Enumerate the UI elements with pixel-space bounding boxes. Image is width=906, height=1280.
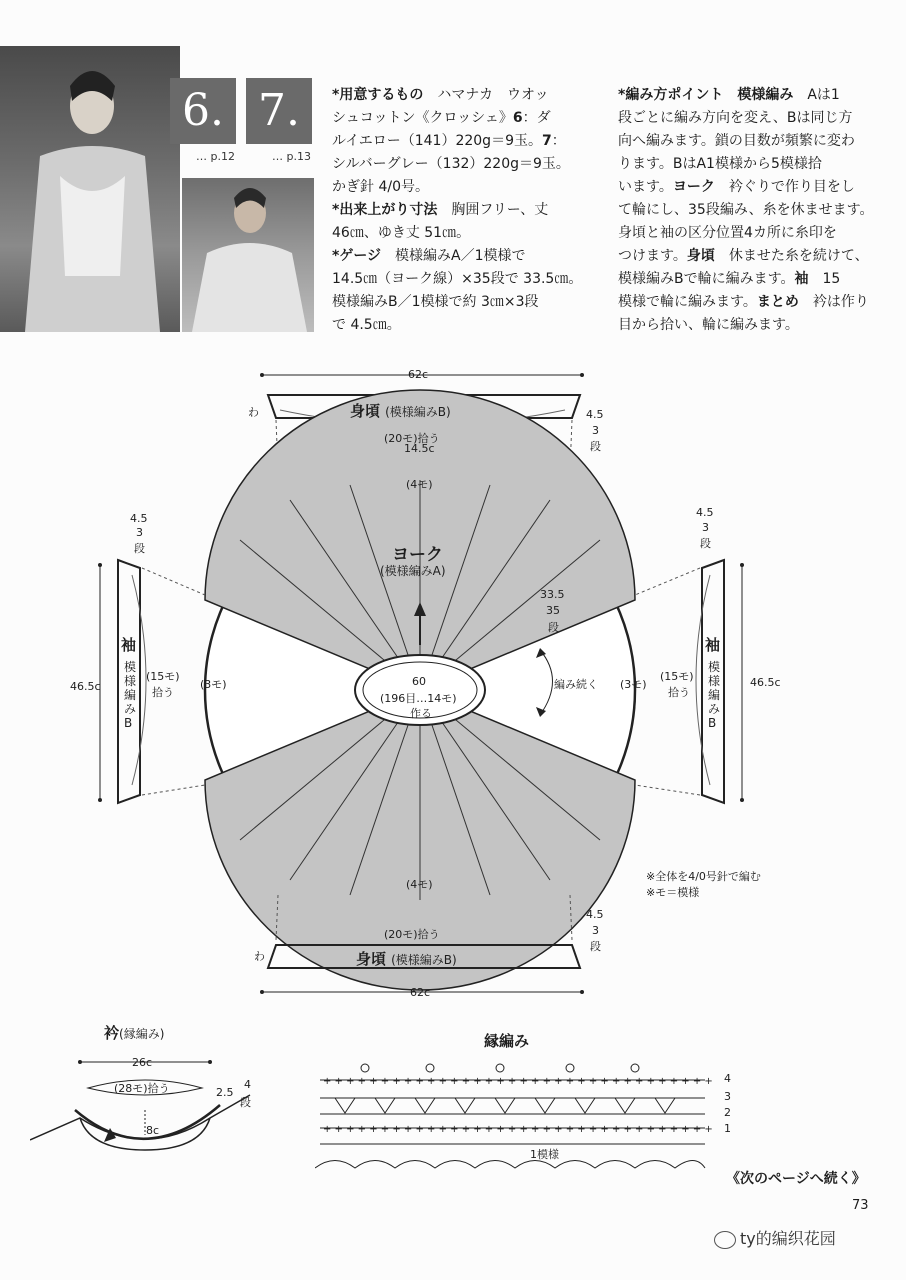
yoke-top-width: 14.5c: [404, 442, 435, 455]
collar-depth: 8c: [146, 1124, 160, 1137]
collar-title: 衿(縁編み): [104, 1024, 165, 1042]
collar-25: 2.5: [216, 1086, 234, 1099]
right-sleeve-pick-b: 拾う: [668, 686, 690, 699]
body-width-top: 62c: [408, 368, 429, 381]
left-sleeve-3: 3: [136, 526, 143, 539]
right-sleeve-dan: 段: [700, 537, 711, 550]
page-ref-6: … p.12: [196, 150, 235, 163]
bottom-right-3: 3: [592, 924, 599, 937]
note-mo: ※モ＝模様: [646, 886, 700, 899]
pattern-number-7: 7.: [246, 78, 312, 144]
mo3-left: (3モ): [200, 678, 227, 691]
right-sleeve-3: 3: [702, 521, 709, 534]
left-sleeve-pick-b: 拾う: [152, 686, 174, 699]
right-sleeve-label: 袖: [705, 636, 721, 654]
left-sleeve-label: 袖: [121, 636, 137, 654]
edging-row-4: 4: [724, 1072, 731, 1085]
note-needle: ※全体を4/0号針で編む: [646, 870, 761, 883]
continue-next-page: 《次のページへ続く》: [726, 1171, 866, 1187]
mo3-right: (3モ): [620, 678, 647, 691]
yoke-335: 33.5: [540, 588, 565, 601]
yoke-4mo-top: (4モ): [406, 478, 433, 491]
bottom-right-45: 4.5: [586, 908, 604, 921]
collar-pick: (28モ)拾う: [114, 1082, 170, 1095]
body-label-bottom: 身頃 (模様編みB): [356, 950, 457, 968]
yoke-35: 35: [546, 604, 560, 617]
edging-row-2: 2: [724, 1106, 731, 1119]
edging-row-1: 1: [724, 1122, 731, 1135]
right-sleeve-45: 4.5: [696, 506, 714, 519]
left-sleeve-len: 46.5c: [70, 680, 101, 693]
pattern-number-6: 6.: [170, 78, 236, 144]
wa-top: わ: [248, 406, 259, 419]
center-196: (196目…14モ): [380, 692, 457, 705]
photo-model-6: [0, 46, 180, 332]
left-sleeve-pick-a: (15モ): [146, 670, 180, 683]
center-make: 作る: [410, 707, 432, 720]
watermark: ty的编织花园: [714, 1226, 836, 1249]
edging-repeat: 1模様: [530, 1148, 559, 1161]
body-width-bottom: 62c: [410, 986, 431, 999]
yoke-dan: 段: [548, 621, 559, 634]
center-60: 60: [412, 675, 426, 688]
left-sleeve-45: 4.5: [130, 512, 148, 525]
edging-row-3: 3: [724, 1090, 731, 1103]
photo-model-7: [182, 178, 314, 332]
svg-text:+ + + + + + + + + + + + + + +: + + + + + + + + + + + + + + + + + + + + + + + + + + + + + + + + + +: [323, 1124, 713, 1135]
materials-block: *用意するもの ハマナカ ウオッ シュコットン《クロッシェ》6：ダ ルイエロー（141）220g＝9玉。7： シルバーグレー（132）220g＝9玉。 かぎ針 4/0号。 *出来上がり寸法 胸囲フリー、丈 46㎝、ゆき丈 51㎝。 *ゲージ 模様編みA／1模様で 14.5㎝（ヨーク線）×35段で 33.5㎝。 模様編みB／1模様で約 3㎝×3段 で 4.5㎝。: [332, 87, 583, 333]
right-sleeve-pick-a: (15モ): [660, 670, 694, 683]
collar-width: 26c: [132, 1056, 153, 1069]
pick-20-bottom: (20モ)拾う: [384, 928, 440, 941]
yoke-sub: (模様編みA): [380, 564, 446, 578]
collar-4: 4: [244, 1078, 251, 1091]
edging-title: 縁編み: [484, 1032, 530, 1050]
collar-dan: 段: [240, 1096, 251, 1109]
page-number: 73: [852, 1198, 869, 1213]
pick-20-top: (20モ)拾う: [384, 432, 440, 445]
yoke-4mo-bottom: (4モ): [406, 878, 433, 891]
top-right-dan: 段: [590, 440, 601, 453]
wa-bottom: わ: [254, 950, 265, 963]
wechat-icon: [714, 1231, 736, 1249]
body-label-top: 身頃 (模様編みB): [350, 402, 451, 420]
top-right-45: 4.5: [586, 408, 604, 421]
left-sleeve-dan: 段: [134, 542, 145, 555]
continue-label: 編み続く: [554, 678, 598, 691]
yoke-label: ヨーク: [392, 545, 443, 565]
edging-chart: [315, 1058, 715, 1178]
page-ref-7: … p.13: [272, 150, 311, 163]
points-block: *編み方ポイント 模様編み Aは1 段ごとに編み方向を変え、Bは同じ方 向へ編みます。鎖の目数が頻繁に変わ ります。BはA1模様から5模様拾 います。ヨーク 衿ぐりで作り目をし て輪にし、35段編み、糸を休ませます。 身頃と袖の区分位置4カ所に糸印を つけます。身頃 休ませた糸を続けて、 模様編みBで輪に編みます。袖 15 模様で輪に編みます。まとめ 衿は作り 目から拾い、輪に編みます。: [618, 87, 874, 333]
left-sleeve-sub: 模様編みB: [124, 660, 137, 730]
right-sleeve-sub: 模様編みB: [708, 660, 721, 730]
top-right-3: 3: [592, 424, 599, 437]
bottom-right-dan: 段: [590, 940, 601, 953]
right-sleeve-len: 46.5c: [750, 676, 781, 689]
svg-text:+ + + + + + + + + + + + + + +: + + + + + + + + + + + + + + + + + + + + + + + + + + + + + + + + + +: [323, 1076, 713, 1087]
